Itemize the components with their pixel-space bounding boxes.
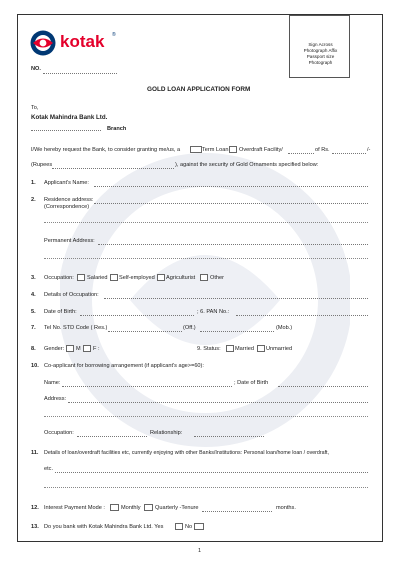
pan-label: ; 6. PAN No.: — [197, 309, 230, 315]
tenure-field[interactable] — [202, 505, 272, 512]
tel-res-field[interactable] — [108, 325, 182, 332]
item-number: 7. — [31, 325, 36, 331]
applicant-name-field[interactable] — [94, 180, 368, 187]
item-number: 3. — [31, 275, 36, 281]
other-loans-field[interactable] — [55, 466, 368, 473]
gender-f-label: F : — [93, 346, 100, 352]
other-label: Other — [210, 275, 224, 281]
address-bank: Kotak Mahindra Bank Ltd. — [31, 114, 108, 121]
unmarried-checkbox[interactable] — [257, 345, 265, 352]
co-address-field[interactable] — [68, 396, 368, 403]
co-occupation-field[interactable] — [77, 430, 147, 437]
tel-off-label: (Off.) — [183, 325, 196, 331]
branch-field[interactable] — [31, 124, 101, 131]
yes-checkbox[interactable] — [175, 523, 183, 530]
salaried-label: Salaried — [87, 275, 108, 281]
married-checkbox[interactable] — [226, 345, 234, 352]
permanent-address-label: Permanent Address: — [44, 238, 95, 244]
co-address-label: Address: — [44, 396, 67, 402]
no-checkbox[interactable] — [194, 523, 204, 530]
overdraft-label: Overdraft Facility/ — [239, 147, 283, 153]
other-checkbox[interactable] — [200, 274, 208, 281]
overdraft-amount-field[interactable] — [288, 147, 314, 154]
dob-label: Date of Birth: — [44, 309, 77, 315]
item-number: 10. — [31, 363, 39, 369]
permanent-address-field[interactable] — [98, 238, 368, 245]
occupation-details-field[interactable] — [104, 292, 368, 299]
amount-field[interactable] — [332, 147, 366, 154]
overdraft-checkbox[interactable] — [229, 146, 237, 153]
applicant-name-label: Applicant's Name: — [44, 180, 89, 186]
gender-label: Gender: — [44, 346, 65, 352]
form-number-label: NO. — [31, 66, 41, 72]
gender-m-checkbox[interactable] — [83, 345, 91, 352]
quarterly-checkbox[interactable] — [144, 504, 153, 511]
item-number: 2. — [31, 197, 36, 203]
amount-end: /- — [367, 147, 371, 153]
gender-checkbox[interactable] — [66, 345, 74, 352]
relationship-field[interactable] — [194, 430, 264, 437]
intro-text-1: I/We hereby request the Bank, to consider granting me/us, a — [31, 147, 181, 153]
bank-with-kotak-label: Do you bank with Kotak Mahindra Bank Ltd. Yes — [44, 524, 164, 530]
married-label: Married — [235, 346, 254, 352]
co-dob-field[interactable] — [278, 380, 368, 387]
coapplicant-label: Co-applicant for borrowing arrangement (if applicant's age>=60): — [44, 363, 204, 369]
tel-off-field[interactable] — [200, 325, 274, 332]
etc-label: etc. — [44, 466, 54, 472]
registered-mark: ® — [112, 32, 116, 38]
co-dob-label: ; Date of Birth — [234, 380, 269, 386]
self-employed-label: Self-employed — [119, 275, 155, 281]
of-rs-label: of Rs. — [315, 147, 330, 153]
term-loan-label: Term Loan — [202, 147, 229, 153]
branch-label: Branch — [107, 126, 127, 132]
co-occupation-label: Occupation: — [44, 430, 74, 436]
term-loan-checkbox[interactable] — [190, 146, 202, 153]
page-number: 1 — [198, 548, 202, 554]
agriculturist-label: Agriculturist — [166, 275, 196, 281]
other-loans-line[interactable] — [44, 487, 368, 488]
tel-mob-label: (Mob.) — [276, 325, 293, 331]
residence-label: Residence address: — [44, 197, 94, 203]
item-number: 11. — [31, 450, 39, 456]
tel-res-label: Tel No. STD Code ( Res.) — [44, 325, 108, 331]
item-number: 8. — [31, 346, 36, 352]
kotak-logo-text: kotak — [60, 32, 105, 51]
monthly-checkbox[interactable] — [110, 504, 119, 511]
residence-address-field[interactable] — [94, 197, 368, 204]
status-label: 9. Status: — [197, 346, 221, 352]
agriculturist-checkbox[interactable] — [157, 274, 165, 281]
item-number: 1. — [31, 180, 36, 186]
rupees-label: (Rupees — [31, 162, 53, 168]
dob-field[interactable] — [80, 309, 194, 316]
co-name-field[interactable] — [62, 380, 232, 387]
photo-box[interactable] — [289, 15, 350, 78]
item-number: 13. — [31, 524, 39, 530]
item-number: 12. — [31, 505, 39, 511]
form-number-field[interactable] — [43, 67, 117, 74]
permanent-address-line[interactable] — [44, 258, 368, 259]
relationship-label: Relationship: — [150, 430, 183, 436]
address-to: To, — [31, 105, 39, 111]
item-number: 4. — [31, 292, 36, 298]
item-number: 5. — [31, 309, 36, 315]
co-name-label: Name: — [44, 380, 61, 386]
kotak-logo — [30, 30, 120, 56]
months-label: months. — [276, 505, 296, 511]
residence-address-line[interactable] — [44, 222, 368, 223]
kotak-logo-icon — [30, 30, 56, 56]
salaried-checkbox[interactable] — [77, 274, 85, 281]
other-loans-label: Details of loan/overdraft facilities etc, currently enjoying with other Banks/Institutions: Personal loan/home loan / overdraft, — [44, 450, 330, 456]
monthly-label: Monthly — [121, 505, 141, 511]
correspondence-label: (Correspondence) — [44, 204, 90, 210]
occupation-label: Occupation: — [44, 275, 74, 281]
unmarried-label: Unmarried — [266, 346, 293, 352]
page-title: GOLD LOAN APPLICATION FORM — [147, 86, 251, 93]
intro-text-2: ), against the security of Gold Ornaments specified below: — [175, 162, 319, 168]
photo-box-text: Sign Across Photograph Affix Passport size Photograph — [303, 42, 338, 65]
rupees-words-field[interactable] — [52, 162, 174, 169]
no-label: No — [185, 524, 193, 530]
pan-field[interactable] — [236, 309, 368, 316]
quarterly-tenure-label: Quarterly -Tenure — [155, 505, 199, 511]
co-address-line[interactable] — [44, 416, 368, 417]
occupation-details-label: Details of Occupation: — [44, 292, 99, 298]
interest-mode-label: Interest Payment Mode : — [44, 505, 105, 511]
gender-m-label: M — [76, 346, 81, 352]
self-employed-checkbox[interactable] — [110, 274, 118, 281]
